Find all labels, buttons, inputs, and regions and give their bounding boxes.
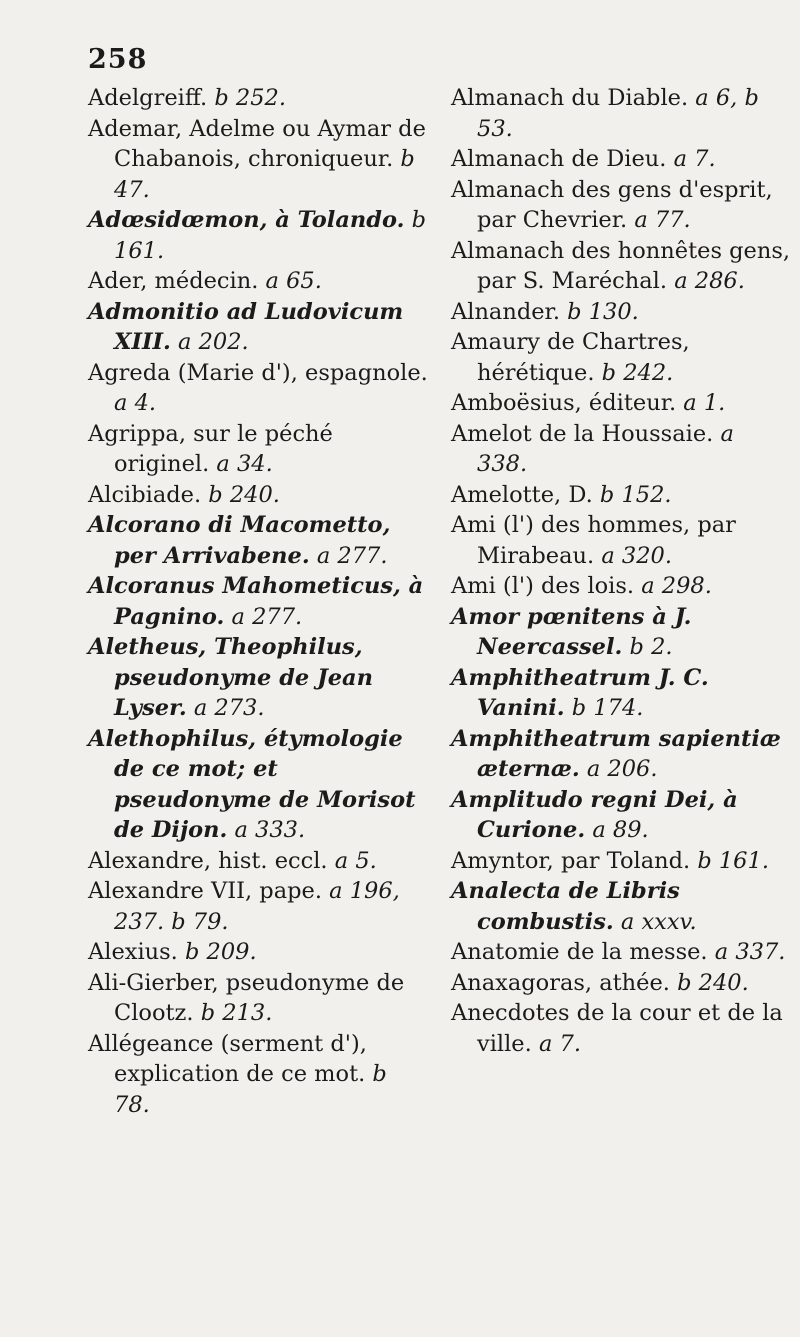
entry-page-reference: b 2. — [629, 634, 673, 660]
entry-page-reference: a 4. — [114, 390, 157, 416]
index-entry — [88, 297, 428, 358]
index-entry — [451, 968, 791, 999]
page-number: 258 — [88, 44, 148, 75]
entry-page-reference: a 202. — [178, 329, 249, 355]
entry-headword: Agreda (Marie d'), espagnole. — [88, 359, 428, 386]
index-entry — [451, 846, 791, 877]
entry-page-reference: a 6, b 53. — [477, 85, 759, 142]
index-entry — [451, 480, 791, 511]
entry-headword: Alethophilus, étymologie de ce mot; et pseudonyme de Morisot de Dijon. — [88, 725, 416, 843]
index-entry — [88, 846, 428, 877]
entry-headword: Ademar, Adelme ou Aymar de Chabanois, chroniqueur. — [88, 115, 426, 172]
entry-page-reference: b 47. — [114, 146, 415, 203]
index-entry — [451, 388, 791, 419]
index-entry — [88, 510, 428, 571]
entry-headword: Anatomie de la messe. — [451, 939, 708, 965]
index-entry — [451, 510, 791, 571]
entry-page-reference: a 273. — [193, 695, 265, 721]
entry-page-reference: b 240. — [208, 481, 280, 508]
index-entry — [88, 876, 428, 937]
entry-headword: Anecdotes de la cour et de la ville. — [451, 1000, 783, 1057]
index-entry — [451, 785, 791, 846]
entry-headword: Ami (l') des lois. — [451, 573, 635, 599]
entry-page-reference: a 338. — [477, 420, 734, 477]
index-entry — [451, 83, 791, 144]
entry-headword: Alexandre VII, pape. — [88, 878, 322, 904]
entry-headword: Amplitudo regni Dei, à Curione. — [451, 786, 738, 843]
entry-headword: Amyntor, par Toland. — [451, 847, 691, 874]
entry-headword: Amor pœnitens à J. Neercassel. — [451, 603, 692, 660]
entry-headword: Adelgreiff. — [88, 85, 208, 111]
entry-headword: Alexius. — [88, 939, 178, 965]
entry-headword: Anaxagoras, athée. — [451, 969, 670, 996]
entry-headword: Almanach des honnêtes gens, par S. Maréchal. — [451, 237, 791, 294]
index-entry — [451, 663, 791, 724]
entry-headword: Amelot de la Houssaie. — [451, 420, 714, 447]
entry-page-reference: a 277. — [231, 603, 303, 630]
index-entry — [451, 602, 791, 663]
index-entry — [88, 937, 428, 968]
entry-page-reference: b 174. — [571, 695, 644, 721]
entry-headword: Alnander. — [451, 298, 560, 325]
entry-headword: Amphitheatrum J. C. Vanini. — [451, 664, 709, 721]
entry-headword: Ali-Gierber, pseudonyme de Clootz. — [88, 969, 405, 1026]
index-entry — [451, 998, 791, 1059]
entry-page-reference: a 196, 237. b 79. — [114, 878, 400, 935]
entry-headword: Amelotte, D. — [451, 481, 593, 508]
index-entry — [451, 419, 791, 480]
entry-page-reference: a 1. — [683, 390, 726, 416]
entry-page-reference: a 7. — [673, 146, 716, 172]
entry-headword: Ami (l') des hommes, par Mirabeau. — [451, 512, 736, 569]
index-entry — [451, 937, 791, 968]
entry-page-reference: b 209. — [185, 939, 257, 965]
entry-headword: Amaury de Chartres, hérétique. — [451, 329, 690, 386]
entry-page-reference: a 65. — [265, 268, 322, 294]
index-entry — [451, 297, 791, 328]
entry-page-reference: a 298. — [641, 573, 712, 599]
index-entry — [88, 83, 428, 114]
entry-page-reference: b 78. — [114, 1061, 387, 1118]
entry-page-reference: a 89. — [592, 817, 649, 843]
entry-headword: Amphitheatrum sapientiæ æternæ. — [451, 725, 781, 782]
index-entry — [88, 632, 428, 724]
left-column — [88, 83, 428, 1120]
index-entry — [451, 144, 791, 175]
index-entry — [88, 571, 428, 632]
entry-headword: Ader, médecin. — [88, 268, 259, 294]
entry-headword: Alcorano di Macometto, per Arrivabene. — [88, 512, 391, 569]
entry-page-reference: a 77. — [634, 207, 691, 233]
index-entry — [451, 175, 791, 236]
entry-headword: Alcibiade. — [88, 481, 202, 508]
index-entry — [451, 876, 791, 937]
entry-headword: Alexandre, hist. eccl. — [88, 847, 328, 874]
entry-headword: Adœsidœmon, à Tolando. — [88, 207, 405, 233]
entry-page-reference: b 242. — [601, 359, 674, 386]
index-entry — [88, 419, 428, 480]
entry-headword: Almanach du Diable. — [451, 85, 689, 111]
entry-page-reference: a 34. — [216, 451, 273, 477]
entry-headword: Allégeance (serment d'), explication de ce mot. — [88, 1030, 367, 1087]
entry-page-reference: a 5. — [334, 847, 377, 874]
entry-headword: Agrippa, sur le péché originel. — [88, 420, 333, 477]
entry-headword: Alcoranus Mahometicus, à Pagnino. — [88, 573, 424, 630]
index-entry — [88, 358, 428, 419]
entry-page-reference: a 206. — [586, 756, 658, 782]
entry-page-reference: b 161. — [114, 207, 427, 264]
entry-page-reference: a 277. — [316, 542, 388, 569]
entry-page-reference: a 337. — [714, 939, 786, 965]
index-entry — [88, 1029, 428, 1121]
entry-page-reference: b 152. — [599, 481, 672, 508]
entry-page-reference: a 333. — [234, 817, 306, 843]
entry-page-reference: a 7. — [538, 1030, 581, 1057]
entry-page-reference: b 252. — [214, 85, 286, 111]
entry-headword: Almanach des gens d'esprit, par Chevrier. — [451, 176, 773, 233]
entry-headword: Admonitio ad Ludovicum XIII. — [88, 298, 404, 355]
index-entry — [88, 724, 428, 846]
entry-page-reference: a xxxv. — [620, 908, 697, 935]
right-column — [451, 83, 791, 1059]
index-entry — [451, 327, 791, 388]
entry-headword: Aletheus, Theophilus, pseudonyme de Jean Lyser. — [88, 634, 373, 721]
entry-page-reference: b 213. — [200, 1000, 273, 1026]
entry-page-reference: a 320. — [601, 542, 673, 569]
index-entry — [88, 480, 428, 511]
index-entry — [88, 205, 428, 266]
index-entry — [451, 724, 791, 785]
entry-headword: Amboësius, éditeur. — [451, 390, 677, 416]
index-entry — [451, 236, 791, 297]
entry-page-reference: a 286. — [674, 268, 745, 294]
index-entry — [451, 571, 791, 602]
index-entry — [88, 968, 428, 1029]
index-entry — [88, 114, 428, 206]
entry-page-reference: b 161. — [697, 847, 769, 874]
entry-page-reference: b 240. — [677, 969, 749, 996]
entry-page-reference: b 130. — [567, 298, 639, 325]
index-entry — [88, 266, 428, 297]
entry-headword: Analecta de Libris combustis. — [451, 878, 680, 935]
entry-headword: Almanach de Dieu. — [451, 146, 667, 172]
